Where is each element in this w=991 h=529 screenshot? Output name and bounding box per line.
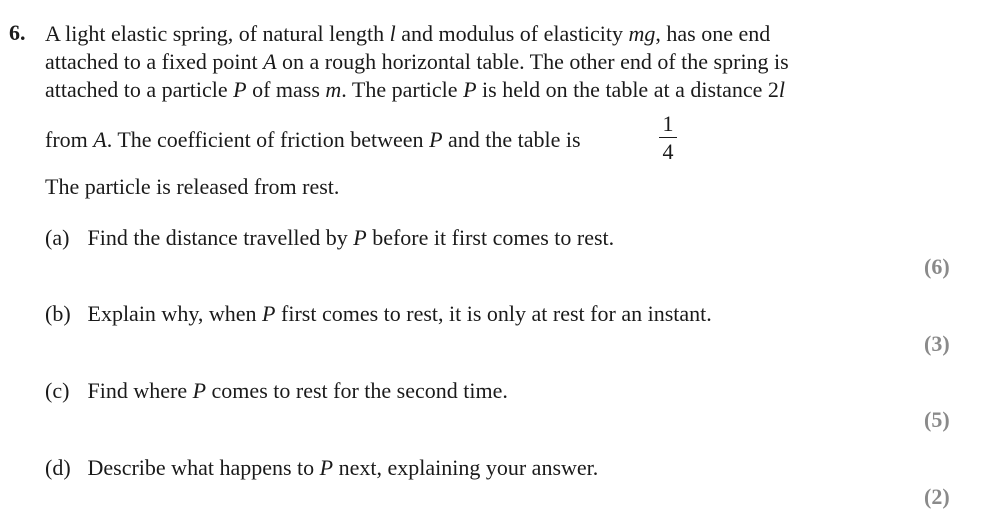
marks-d: (2) [924,484,950,509]
var-A: A [93,127,107,152]
question-stem [45,20,945,104]
question-number: 6. [9,20,26,45]
released-text: The particle is released from rest. [45,174,340,199]
var-P: P [192,378,207,403]
part-c: (c) Find where P comes to rest for the second time. [45,378,508,403]
friction-coefficient-fraction [659,112,677,164]
part-a: (a) Find the distance travelled by P before it first comes to rest. [45,225,615,250]
marks-b: (3) [924,331,950,356]
marks-c: (5) [924,407,950,432]
var-A: A [263,49,277,74]
fraction-bar [659,137,677,138]
var-P: P [463,77,477,102]
part-label: (c) [45,378,70,403]
var-l: l [389,21,396,46]
marks-a: (6) [924,254,950,279]
var-P: P [429,127,443,152]
var-P: P [353,225,367,250]
var-P: P [262,301,276,326]
var-P: P [319,455,334,480]
part-b: (b) Explain why, when P first comes to rest, it is only at rest for an instant. [45,301,712,326]
part-label: (a) [45,225,70,250]
stem-line-1: A light elastic spring, of natural length l and modulus of elasticity mg, has one end [45,21,771,46]
fraction-denominator: 4 [662,139,674,164]
var-l: l [778,77,786,102]
part-label: (b) [45,301,71,326]
part-label: (d) [45,455,71,480]
var-P: P [233,77,247,102]
var-m: m [325,77,342,102]
part-d: (d) Describe what happens to P next, explaining your answer. [45,455,599,480]
stem-line-3: attached to a particle P of mass m. The particle P is held on the table at a distance 2l [45,77,786,102]
fraction-numerator: 1 [662,111,674,136]
stem-line-2: attached to a fixed point A on a rough horizontal table. The other end of the spring is [45,49,789,74]
var-mg: mg [628,21,656,46]
